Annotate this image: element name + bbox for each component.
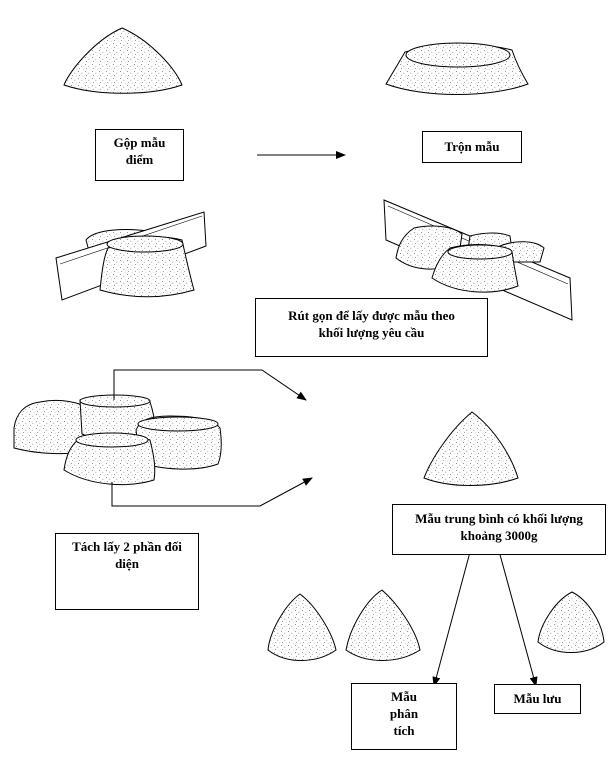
label-mau-phan-tich: Mẫu phân tích — [351, 683, 457, 750]
mixed-pile — [386, 43, 528, 95]
label-tron-mau: Trộn mẫu — [422, 131, 522, 163]
label-mau-trung-binh: Mẫu trung bình có khối lượng khoảng 3000g — [392, 504, 606, 555]
arrow-to-storage — [496, 540, 536, 686]
sample-pile — [64, 28, 182, 93]
analysis-pile-1 — [268, 594, 336, 661]
arrow-to-analysis — [434, 552, 470, 686]
arrow-upper-quarter — [114, 370, 306, 400]
label-mau-luu: Mẫu lưu — [494, 684, 581, 714]
analysis-pile-2 — [346, 590, 420, 661]
label-rut-gon: Rút gọn để lấy được mẫu theo khối lượng yêu cầu — [255, 298, 488, 357]
board-split-left — [56, 212, 206, 300]
quartered-piles — [14, 395, 221, 485]
label-tach: Tách lấy 2 phần đối diện — [55, 533, 199, 610]
storage-pile — [538, 592, 604, 653]
label-gop-mau: Gộp mẫu điểm — [95, 129, 184, 181]
average-sample-pile — [424, 412, 518, 486]
